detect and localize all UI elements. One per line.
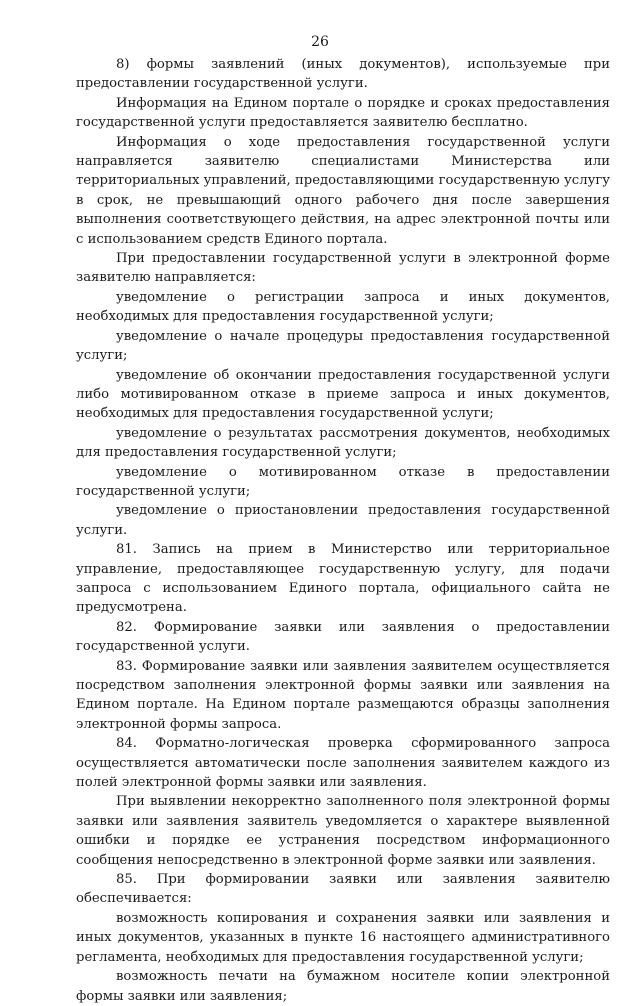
paragraph: 84. Форматно-логическая проверка сформированного запроса осуществляется автоматически после заполнения заявителем каждого из полей электронной формы заявки или заявления. [76,736,610,791]
paragraph: Информация на Едином портале о порядке и сроках предоставления государственной услуги предоставляется заявителю бесплатно. [76,95,610,131]
paragraph: Информация о ходе предоставления государственной услуги направляется заявителю специалистами Министерства или территориальных управлений, предоставляющими государственную услугу в срок, не превышающий одного рабочего дня после завершения выполнения соответствующего действия, на адрес электронной почты или с использованием средств Единого портала. [76,134,610,247]
paragraph: уведомление об окончании предоставления государственной услуги либо мотивированном отказе в приеме запроса и иных документов, необходимых для предоставления государственной услуги; [76,367,610,422]
paragraph: 81. Запись на прием в Министерство или территориальное управление, предоставляющее государственную услугу, для подачи запроса с использованием Единого портала, официального сайта не предусмотрена. [76,542,610,616]
paragraph: 83. Формирование заявки или заявления заявителем осуществляется посредством заполнения электронной формы заявки или заявления на Едином портале. На Едином портале размещаются образцы заполнения электронной формы запроса. [76,658,610,732]
paragraph: 82. Формирование заявки или заявления о предоставлении государственной услуги. [76,619,610,655]
paragraph: При предоставлении государственной услуги в электронной форме заявителю направляется: [76,251,610,286]
paragraph: возможность копирования и сохранения заявки или заявления и иных документов, указанных в пункте 16 настоящего административного регламента, необходимых для предоставления государственной услуги; [76,910,610,965]
paragraph: 85. При формировании заявки или заявления заявителю обеспечивается: [76,872,610,907]
paragraph: уведомление о мотивированном отказе в предоставлении государственной услуги; [76,464,610,499]
paragraph: возможность печати на бумажном носителе копии электронной формы заявки или заявления; [76,969,610,1004]
paragraph: уведомление о приостановлении предоставления государственной услуги. [76,503,610,538]
document-body [76,55,610,1006]
paragraph: уведомление о регистрации запроса и иных документов, необходимых для предоставления государственной услуги; [76,289,610,325]
paragraph: уведомление о результатах рассмотрения документов, необходимых для предоставления государственной услуги; [76,425,610,461]
page-number: 26 [311,34,329,50]
paragraph: При выявлении некорректно заполненного поля электронной формы заявки или заявления заявитель уведомляется о характере выявленной ошибки и порядке ее устранения посредством информационного сообщения непосредственно в электронной форме заявки или заявления. [76,794,610,868]
paragraph: 8) формы заявлений (иных документов), используемые при предоставлении государственной услуги. [76,57,610,92]
paragraph: уведомление о начале процедуры предоставления государственной услуги; [76,328,610,364]
